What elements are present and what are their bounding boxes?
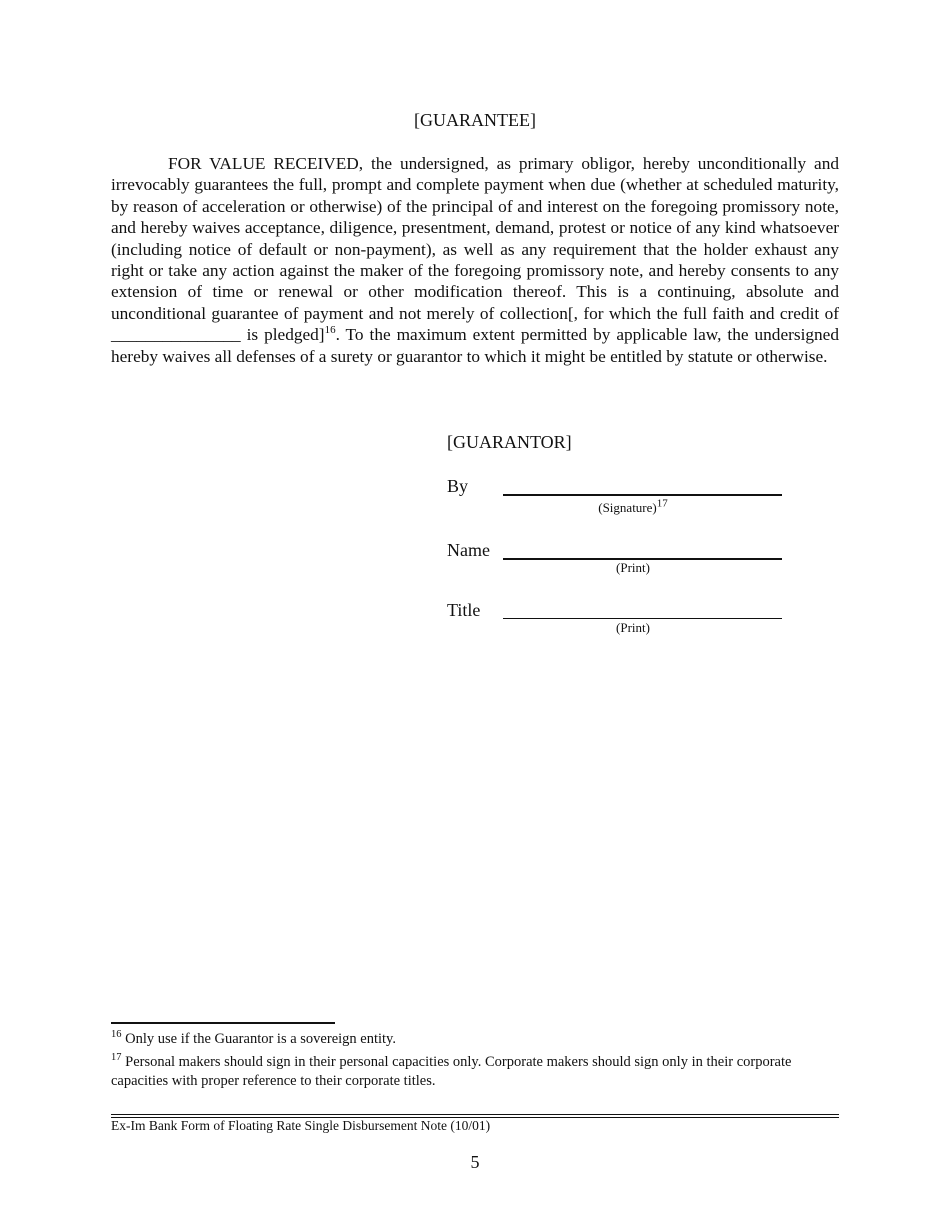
footer-text: Ex-Im Bank Form of Floating Rate Single Disbursement Note (10/01) <box>111 1118 491 1133</box>
by-label: By <box>447 476 469 496</box>
footnote-text: Personal makers should sign in their personal capacities only. Corporate makers should sign only in their corporate capacities with proper reference to their corporate titles. <box>111 1054 792 1089</box>
guarantee-text-part-2: . To the maximum extent permitted by applicable law, the undersigned hereby waives all defenses of a surety or guarantor to which it might be entitled by statute or otherwise. <box>111 325 839 366</box>
name-caption: (Print) <box>616 560 650 575</box>
footnote-separator <box>111 1022 335 1024</box>
footnote-number: 17 <box>111 1052 122 1064</box>
signature-caption <box>503 497 763 516</box>
guarantee-paragraph <box>111 153 839 367</box>
title-label: Title <box>447 600 481 620</box>
footnote-ref-17[interactable]: 17 <box>656 497 668 510</box>
footnote-17 <box>111 1053 811 1091</box>
footer-rule-top <box>111 1114 839 1115</box>
guarantee-text-part-1: FOR VALUE RECEIVED, the undersigned, as primary obligor, hereby unconditionally and irrevocably guarantees the full, prompt and complete payment when due (whether at scheduled maturity, by reason of acceleration or otherwise) of the principal of and interest on the foregoing promissory note, and hereby waives acceptance, diligence, presentment, demand, protest or notice of any kind whatsoever (including notice of default or non-payment), as well as any requirement that the holder exhaust any right or take any action against the maker of the foregoing promissory note, and hereby consents to any extension of time or renewal or other modification thereof. This is a continuing, absolute and unconditional guarantee of payment and not merely of collection[, for which the full faith and credit of _______________ is pledged] <box>111 154 839 345</box>
title-caption: (Print) <box>616 620 650 635</box>
footnote-number: 16 <box>111 1029 122 1041</box>
page-title: [GUARANTEE] <box>414 110 536 130</box>
footnote-16 <box>111 1030 811 1049</box>
title-line[interactable] <box>503 618 782 619</box>
name-label: Name <box>447 540 490 560</box>
signature-caption-text: (Signature) <box>598 500 657 515</box>
page-number: 5 <box>470 1152 480 1172</box>
footnote-ref-16[interactable]: 16 <box>324 324 336 337</box>
footnote-text: Only use if the Guarantor is a sovereign entity. <box>125 1031 396 1047</box>
guarantor-heading: [GUARANTOR] <box>447 432 572 452</box>
signature-line[interactable] <box>503 494 782 496</box>
